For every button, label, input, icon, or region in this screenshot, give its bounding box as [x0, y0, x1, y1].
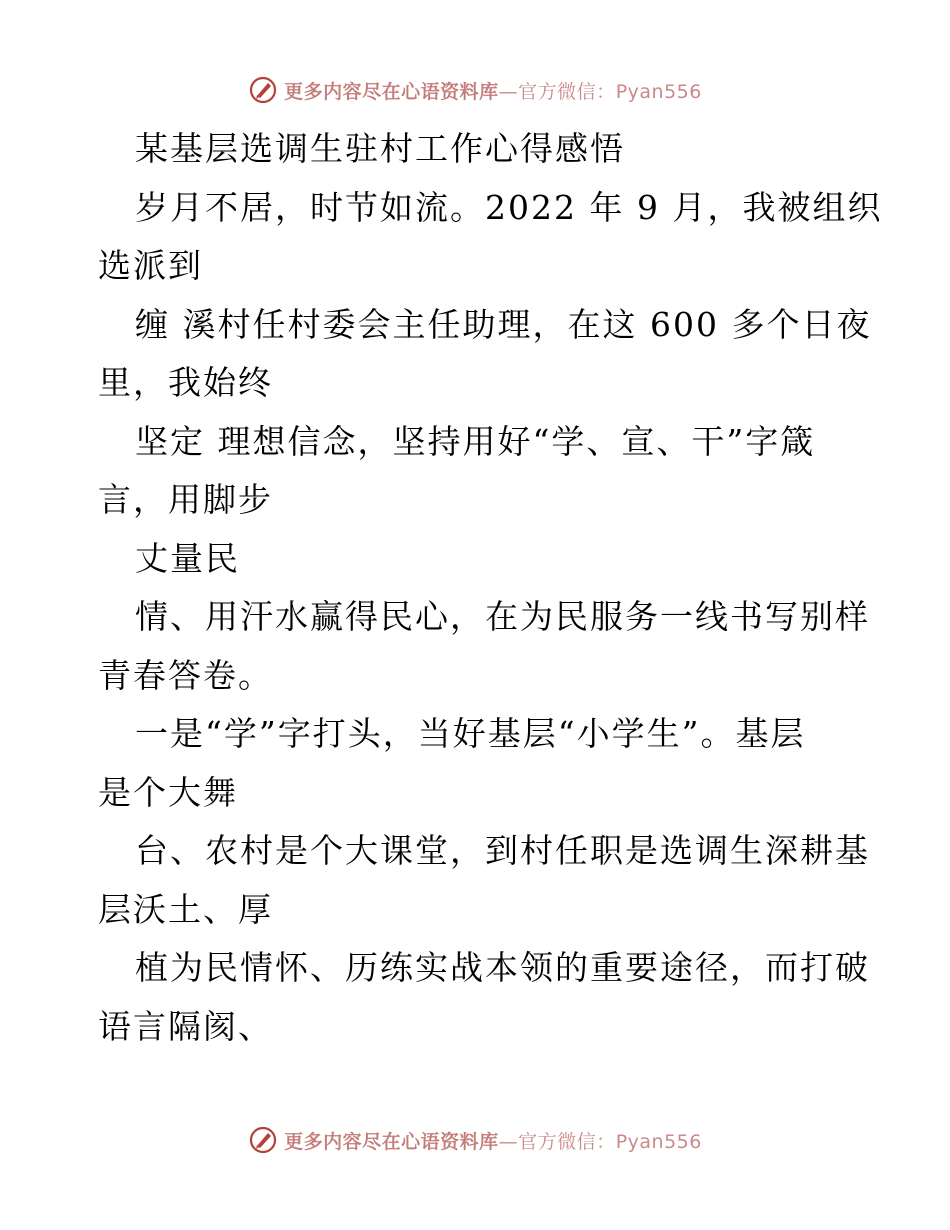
doc-line: 里，我始终 [98, 363, 273, 402]
header-watermark-text [284, 77, 702, 104]
footer-handle: Pyan556 [615, 1130, 702, 1153]
header-suffix: 官方微信： [518, 80, 616, 103]
header-separator: — [498, 80, 519, 103]
doc-line: 台、农村是个大课堂，到村任职是选调生深耕基 [135, 831, 870, 870]
doc-line: 丈量民 [135, 538, 240, 578]
doc-line: 选派到 [98, 246, 203, 285]
footer-watermark-banner [0, 1120, 950, 1160]
footer-suffix: 官方微信： [518, 1130, 616, 1153]
document-body [98, 120, 883, 1056]
doc-line: 言，用脚步 [98, 480, 273, 519]
doc-title: 某基层选调生驻村工作心得感悟 [135, 129, 625, 168]
doc-line: 岁月不居，时节如流。2022 年 9 月，我被组织 [135, 187, 883, 227]
footer-separator: — [498, 1130, 519, 1153]
header-brand: 更多内容尽在心语资料库 [284, 80, 499, 103]
header-handle: Pyan556 [615, 80, 702, 103]
doc-line: 是个大舞 [98, 772, 238, 812]
doc-line: 层沃土、厚 [98, 889, 273, 929]
doc-line: 青春答卷。 [98, 655, 273, 695]
footer-brand: 更多内容尽在心语资料库 [284, 1130, 499, 1153]
doc-line: 坚定 理想信念，坚持用好“学、宣、干”字箴 [135, 421, 816, 461]
pen-logo-icon [248, 75, 278, 105]
doc-line: 情、用汗水赢得民心，在为民服务一线书写别样 [135, 597, 870, 636]
pen-logo-icon [248, 1125, 278, 1155]
footer-watermark-text [284, 1127, 702, 1154]
header-watermark-banner [0, 70, 950, 110]
doc-line: 缠 溪村任村委会主任助理，在这 600 多个日夜 [135, 304, 872, 344]
doc-line: 语言隔阂、 [98, 1006, 273, 1046]
doc-line: 植为民情怀、历练实战本领的重要途径，而打破 [135, 948, 870, 987]
doc-line: 一是“学”字打头，当好基层“小学生”。基层 [135, 714, 806, 753]
